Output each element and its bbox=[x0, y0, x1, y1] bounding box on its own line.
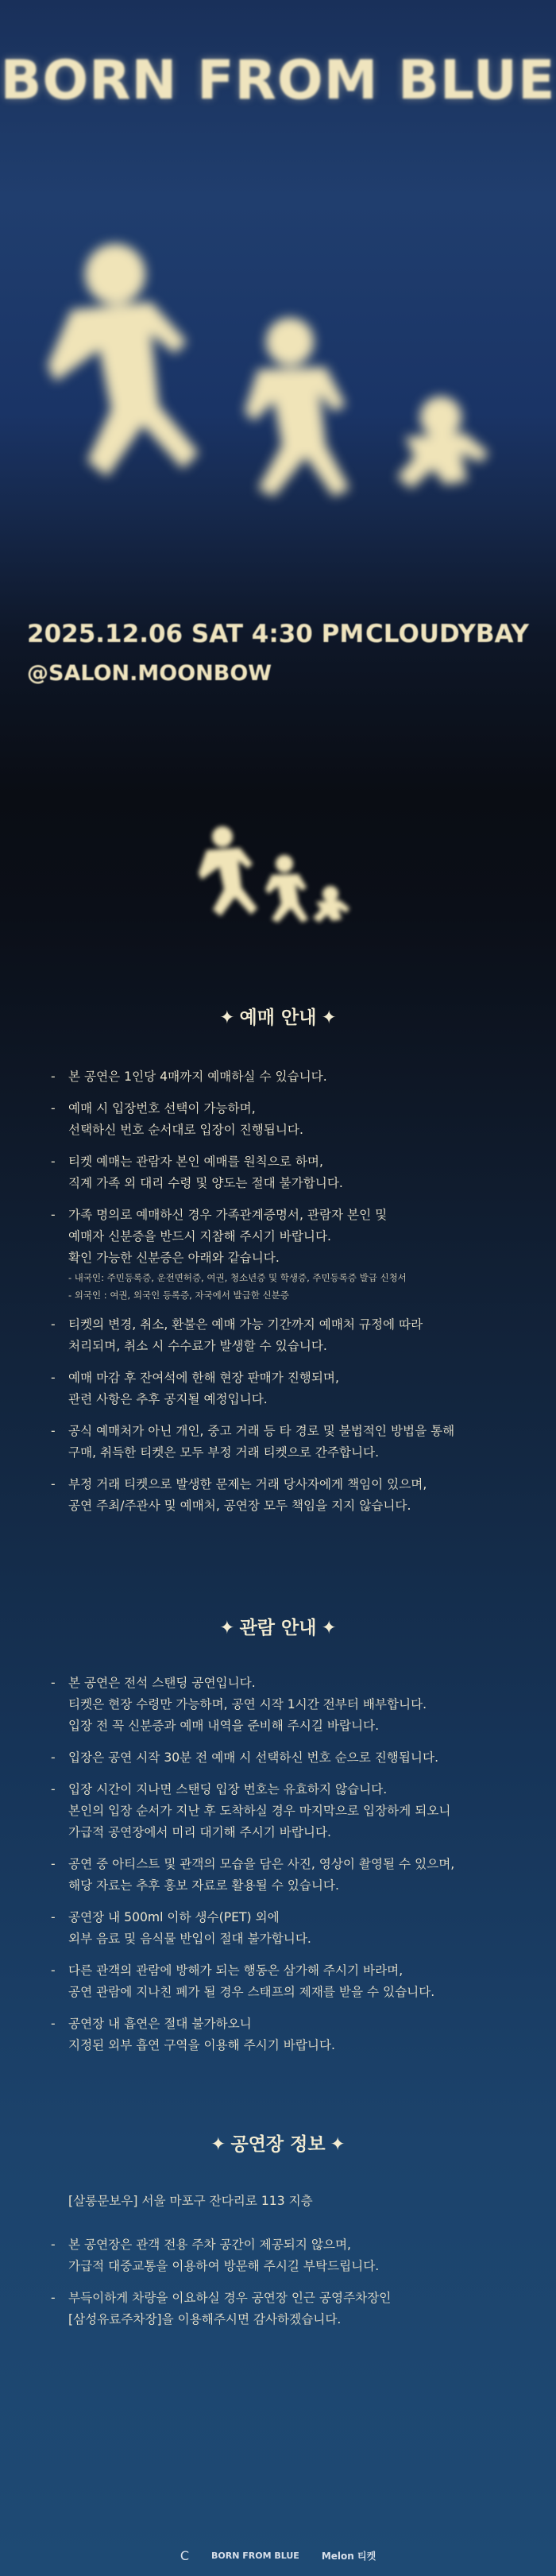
list-item-text: 가급적 대중교통을 이용하여 방문해 주시길 부탁드립니다. bbox=[68, 2259, 380, 2273]
list-item bbox=[51, 1066, 519, 1088]
list-item bbox=[51, 1098, 519, 1141]
list-item bbox=[51, 2013, 519, 2056]
list-item-text: 본인의 입장 순서가 지난 후 도착하실 경우 마지막으로 입장하게 되오니 bbox=[68, 1804, 451, 1818]
sparkle-icon: ✦ bbox=[321, 1618, 337, 1638]
small-figures-illustration bbox=[191, 814, 365, 934]
viewing-heading-label: 관람 안내 bbox=[239, 1618, 317, 1638]
sparkle-icon: ✦ bbox=[219, 1618, 235, 1638]
venue-info-heading bbox=[0, 2129, 556, 2156]
list-item bbox=[51, 1907, 519, 1950]
list-item bbox=[51, 2288, 519, 2330]
list-item-text: 가급적 공연장에서 미리 대기해 주시기 바랍니다. bbox=[68, 1825, 332, 1839]
list-item-subnote: - 외국인 : 여권, 외국인 등록증, 자국에서 발급한 신분증 bbox=[68, 1290, 289, 1301]
list-item-text: 구매, 취득한 티켓은 모두 부정 거래 티켓으로 간주합니다. bbox=[68, 1445, 380, 1460]
list-item-text: [삼성유료주차장]을 이용해주시면 감사하겠습니다. bbox=[68, 2312, 342, 2327]
list-item-text: - 티켓의 변경, 취소, 환불은 예매 가능 기간까지 예매처 규정에 따라 bbox=[68, 1317, 423, 1332]
list-item bbox=[51, 1151, 519, 1194]
list-item-text: - 예매 시 입장번호 선택이 가능하며, bbox=[68, 1101, 256, 1116]
list-item bbox=[51, 2234, 519, 2277]
ticketing-heading-label: 예매 안내 bbox=[239, 1008, 317, 1028]
list-item-text: 공연 관람에 지나친 폐가 될 경우 스태프의 제재를 받을 수 있습니다. bbox=[68, 1985, 435, 1999]
sparkle-icon: ✦ bbox=[210, 2134, 226, 2155]
list-item-text: 확인 가능한 신분증은 아래와 같습니다. bbox=[68, 1251, 280, 1265]
list-item-text: - 본 공연장은 관객 전용 주차 공간이 제공되지 않으며, bbox=[68, 2238, 351, 2252]
list-item bbox=[51, 1854, 519, 1897]
venue-info-list bbox=[51, 2234, 519, 2341]
list-item-text: 예매자 신분증을 반드시 지참해 주시기 바랍니다. bbox=[68, 1229, 332, 1244]
list-item-text: - 본 공연은 전석 스탠딩 공연입니다. bbox=[68, 1676, 256, 1690]
list-item-text: 입장 전 꼭 신분증과 예매 내역을 준비해 주시길 바랍니다. bbox=[68, 1719, 380, 1733]
ticketing-list bbox=[51, 1066, 519, 1527]
footer-logos bbox=[0, 2548, 556, 2563]
list-item-text: 선택하신 번호 순서대로 입장이 진행됩니다. bbox=[68, 1123, 303, 1137]
list-item-text: 지정된 외부 흡연 구역을 이용해 주시기 바랍니다. bbox=[68, 2038, 335, 2052]
ticketing-heading bbox=[0, 1003, 556, 1029]
melon-ticket-logo: Melon 티켓 bbox=[321, 2551, 376, 2562]
venue-info-heading-label: 공연장 정보 bbox=[230, 2134, 326, 2155]
venue-handle: @SALON.MOONBOW bbox=[27, 661, 272, 686]
list-item bbox=[51, 1314, 519, 1357]
event-date: 2025.12.06 SAT 4:30 PM bbox=[27, 620, 365, 648]
list-item-text: - 공식 예매처가 아닌 개인, 중고 거래 등 타 경로 및 불법적인 방법을 통해 bbox=[68, 1424, 455, 1438]
hero-figures-illustration bbox=[32, 215, 524, 548]
sparkle-icon: ✦ bbox=[321, 1008, 337, 1028]
list-item bbox=[51, 1960, 519, 2003]
viewing-heading bbox=[0, 1613, 556, 1639]
venue-address: [살롱문보우] 서울 마포구 잔다리로 113 지층 bbox=[68, 2194, 313, 2208]
list-item bbox=[51, 1673, 519, 1737]
list-item-text: 직계 가족 외 대리 수령 및 양도는 절대 불가합니다. bbox=[68, 1176, 343, 1190]
list-item-text: - 공연장 내 흡연은 절대 불가하오니 bbox=[68, 2017, 252, 2031]
list-item bbox=[51, 1421, 519, 1464]
born-from-blue-logo: BORN FROM BLUE bbox=[211, 2551, 299, 2561]
list-item-text: - 본 공연은 1인당 4매까지 예매하실 수 있습니다. bbox=[68, 1069, 327, 1084]
poster-title: BORN FROM BLUE bbox=[0, 49, 556, 112]
list-item-text: 공연 주최/주관사 및 예매처, 공연장 모두 책임을 지지 않습니다. bbox=[68, 1499, 411, 1513]
list-item-text: 처리되며, 취소 시 수수료가 발생할 수 있습니다. bbox=[68, 1339, 327, 1353]
viewing-list bbox=[51, 1673, 519, 2067]
sparkle-icon: ✦ bbox=[330, 2134, 346, 2155]
list-item bbox=[51, 1367, 519, 1410]
list-item-text: - 입장은 공연 시작 30분 전 예매 시 선택하신 번호 순으로 진행됩니다. bbox=[68, 1750, 439, 1765]
list-item bbox=[51, 1747, 519, 1769]
list-item-text: 해당 자료는 추후 홍보 자료로 활용될 수 있습니다. bbox=[68, 1878, 339, 1893]
list-item-text: - 공연장 내 500ml 이하 생수(PET) 외에 bbox=[68, 1910, 280, 1924]
artist-name: CLOUDYBAY bbox=[365, 620, 529, 648]
list-item-text: - 다른 관객의 관람에 방해가 되는 행동은 삼가해 주시기 바라며, bbox=[68, 1963, 403, 1978]
list-item-subnote: - 내국인: 주민등록증, 운전면허증, 여권, 청소년증 및 학생증, 주민등록증 발급 신청서 bbox=[68, 1272, 407, 1283]
list-item-text: - 입장 시간이 지나면 스탠딩 입장 번호는 유효하지 않습니다. bbox=[68, 1782, 388, 1797]
list-item-text: - 부득이하게 차량을 이요하실 경우 공연장 인근 공영주차장인 bbox=[68, 2291, 392, 2305]
list-item-text: - 가족 명의로 예매하신 경우 가족관계증명서, 관람자 본인 및 bbox=[68, 1208, 388, 1222]
list-item-text: 관련 사항은 추후 공지될 예정입니다. bbox=[68, 1392, 268, 1406]
list-item bbox=[51, 1474, 519, 1517]
list-item-text: - 부정 거래 티켓으로 발생한 문제는 거래 당사자에게 책임이 있으며, bbox=[68, 1477, 427, 1491]
list-item-text: - 예매 마감 후 잔여석에 한해 현장 판매가 진행되며, bbox=[68, 1371, 339, 1385]
sparkle-icon: ✦ bbox=[219, 1008, 235, 1028]
list-item-text: - 공연 중 아티스트 및 관객의 모습을 담은 사진, 영상이 촬영될 수 있으며, bbox=[68, 1857, 455, 1871]
list-item bbox=[51, 1779, 519, 1843]
list-item-text: 티켓은 현장 수령만 가능하며, 공연 시작 1시간 전부터 배부합니다. bbox=[68, 1697, 427, 1712]
list-item bbox=[51, 1205, 519, 1304]
list-item-text: 외부 음료 및 음식물 반입이 절대 불가합니다. bbox=[68, 1932, 311, 1946]
list-item-text: - 티켓 예매는 관람자 본인 예매를 원칙으로 하며, bbox=[68, 1155, 323, 1169]
organizer-logo: C bbox=[180, 2548, 189, 2563]
